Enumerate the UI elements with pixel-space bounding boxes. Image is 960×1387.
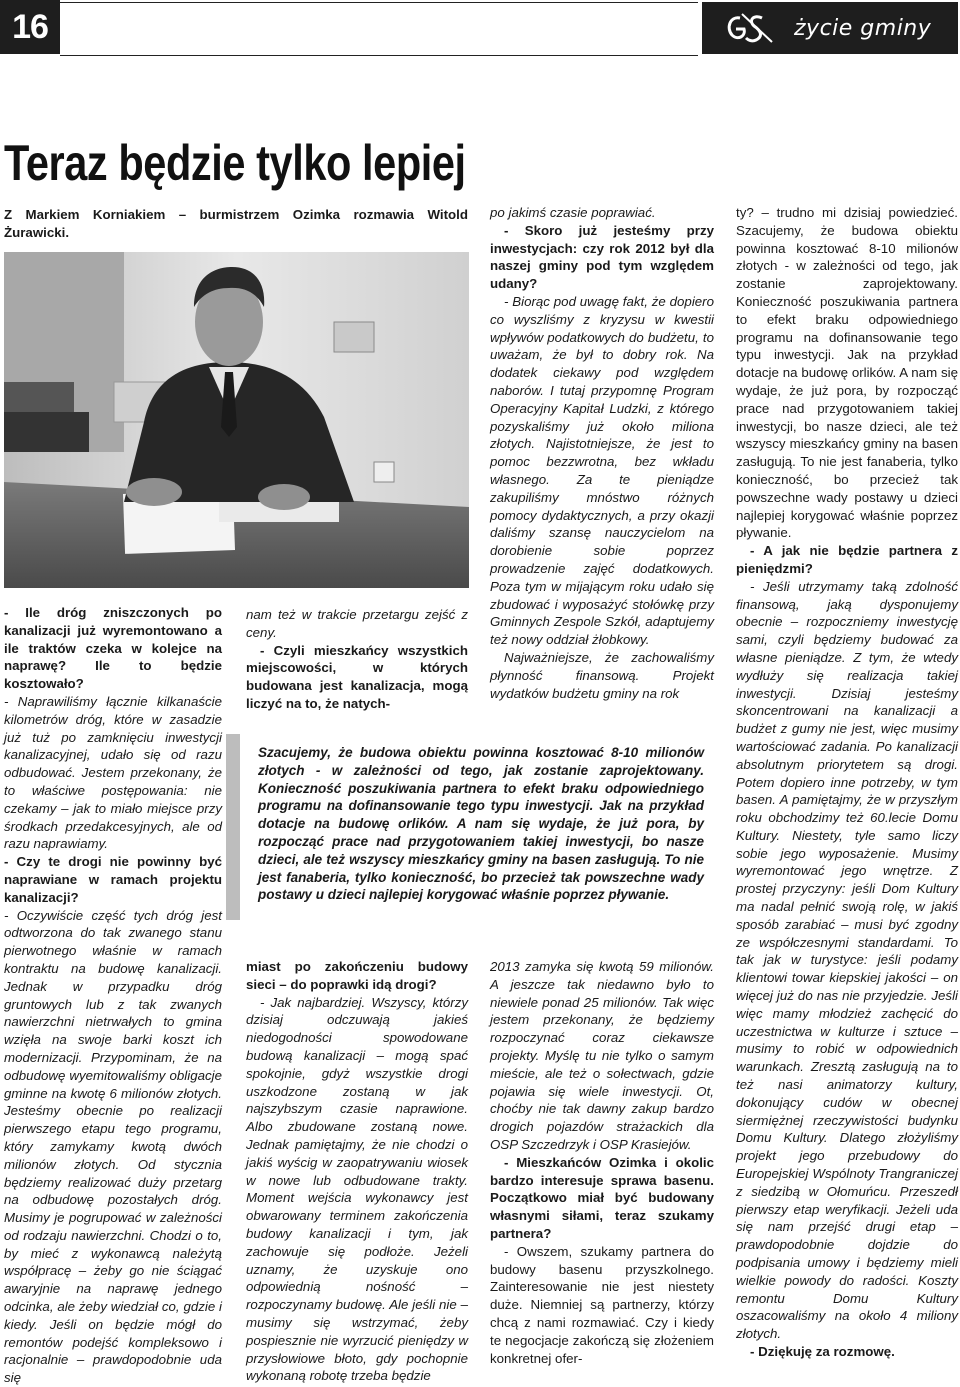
answer-continuation-2: po jakimś czasie poprawiać. — [490, 205, 656, 220]
answer-6: - Jeśli utrzymamy taką zdolność finansową, jaką dysponujemy obecnie – rozpoczniemy inwestycję sami, czyli będziemy budować za własne pieniądze. Z tym, że wtedy wydłuży się realizacja takiej inwestycji. Dzisiaj jesteśmy skoncentrowani na kanalizacji a budżet z gumy nie jest, więc musimy wartościować zadania. Po kanalizacji absolutnym priorytetem są drogi. Potem dopiero inne potrzeby, w tym basen. A pamiętajmy, że w przyszłym roku obchodzimy też 60.lecie Domu Kultury. Niestety, tyle samo liczy sobie jego wyposażenie. Musimy wyremontować jego wnętrze. Z prostej przyczyny: jeśli Dom Kultury ma nadal pełnić swoją rolę, w jakiś sposób zarabiać – musi być zgodny ze współczesnymi standardami. To tak jak w turystyce: jeśli podamy klientowi towar kiepskiej jakości – on więcej już do nas nie przyjedzie. Jeśli więc mamy młodzież zachęcić do uczestnictwa w kulturze i sztuce – musimy to robić w odpowiednich warunkach. Zresztą zasługują na to też nasi animatorzy kultury, dokonujący cudów w obecnej siermiężnej rzeczywistości budynku Domu Kultury. Dlatego złożyliśmy projekt jego przebudowy do Europejskiej Wspólnoty Trangraniczej z siedzibą w Ołomuńcu. Przeszedł pierwszy etap weryfikacji. Jeżeli uda się nam przejść drugi etap – prawdopodobnie dojdzie do podpisania umowy i będziemy mieli wielkie powody do radości. Koszty remontu Domu Kultury oszacowaliśmy na około 4 miliony złotych. — [736, 578, 958, 1342]
question-3: - Czyli mieszkańcy wszystkich miejscowości, w których budowana jest kanalizacja, mogą liczyć na to, że natych- — [246, 642, 468, 711]
column-1 — [4, 604, 222, 1387]
closing-thanks: - Dziękuję za rozmowę. — [750, 1344, 895, 1359]
column-3-bottom — [490, 958, 714, 1367]
column-2-top — [246, 606, 468, 713]
answer-1: - Naprawiliśmy łącznie kilkanaście kilometrów dróg, które w zasadzie już tuż po zamknięciu inwestycji kanalizacyjnej, udało się od razu odbudować. Jestem przekonany, że to właściwe postępowania: nie czekamy – jak to miało miejsce przy środkach przedakcesyjnych, ale od razu naprawiamy. — [4, 693, 222, 852]
gs-monogram-logo — [722, 8, 780, 48]
column-4 — [736, 204, 958, 1361]
question-5: - Mieszkańców Ozimka i okolic bardzo interesuje sprawa basenu. Początkowo miał być budowany własnymi siłami, teraz szukamy partnera? — [490, 1154, 714, 1241]
interview-photo — [4, 252, 469, 588]
column-3-top — [490, 204, 714, 702]
pullquote-bar — [226, 734, 240, 920]
answer-4-more: Najważniejsze, że zachowaliśmy płynność finansową. Projekt wydatków budżetu gminy na rok — [490, 649, 714, 701]
answer-2: - Oczywiście część tych dróg jest odtworzona do tak zwanego stanu pierwotnego właśnie w ramach kontraktu na budowę kanalizacji. Jednak w przypadku dróg gruntowych lub z tak zwanych nawierzchni nietrwałych to gmina wzięła na swoje barki koszt ich modernizacji. Przypominam, że na odbudowę wyemitowaliśmy obligacje gminne na kwotę 6 milionów złotych. Jesteśmy obecnie po realizacji pierwszego etapu tego programu, który zamykamy kwotą dwóch milionów złotych. Od stycznia będziemy realizować duży przetarg na odbudowę pozostałych dróg. Musimy je pogrupować w zależności od rodzaju nawierzchni. Chodzi o to, by mieć z wykonawcą należytą współpracę – żeby go nie ściągać awaryjnie na naprawę jednego odcinka, ale żeby wiedział co, gdzie i kiedy. Jeśli on będzie mógł do remontów podejść kompleksowo i racjonalnie – prawdopodobnie uda się — [4, 907, 222, 1386]
answer-5: - Owszem, szukamy partnera do budowy basenu przyszkolnego. Zainteresowanie nie jest niestety duże. Niemniej są partnerzy, którzy chcą z nami rozmawiać. Czy i kiedy te negocjacje zakończą się złożeniem konkretnej ofer- — [490, 1243, 714, 1366]
lead-text: Z Markiem Korniakiem – burmistrzem Ozimka rozmawia Witold Żurawicki. — [4, 207, 468, 240]
article-title: Teraz będzie tylko lepiej — [4, 135, 466, 191]
question-6: - A jak nie będzie partnera z pieniędzmi? — [736, 543, 958, 576]
question-1: - Ile dróg zniszczonych po kanalizacji już wyremontowano a ile traktów czeka w kolejce na naprawę? Ile to będzie kosztowało? — [4, 605, 222, 692]
answer-4: - Biorąc pod uwagę fakt, że dopiero co wyszliśmy z kryzysu w kwestii wpływów podatkowych do budżetu, to uważam, że był to dobry rok. Na dodatek ciekawy pod względem naborów. I tutaj przypomnę Program Operacyjny Kapitał Ludzki, z którego pozyskaliśmy już około miliona złotych. Najistotniejsze, że jest to pomoc bezzwrotna, bez wkładu własnego. Za te pieniądze zakupiliśmy mnóstwo różnych pomocy dydaktycznych, a przy okazji daliśmy szansę nauczycielom na dorobienie sobie poprzez prowadzenie zajęć dodatkowych. Poza tym w mijającym roku udało się zbudować i wyposażyć stołówkę przy Gminnych Zespole Szkół, adaptujemy też nowy oddział żłobkowy. — [490, 293, 714, 648]
page-number: 16 — [0, 0, 60, 54]
question-2: - Czy te drogi nie powinny być naprawiane w ramach projektu kanalizacji? — [4, 854, 222, 905]
section-header — [702, 2, 958, 54]
pullquote: Szacujemy, że budowa obiektu powinna kosztować 8-10 milionów złotych - w zależności od tego, jak zostanie zaprojektowany. Konieczność poszukiwania partnera to efekt braku odpowiedniego programu na dofinansowanie tego typu inwestycji. Jak na przykład dotacje na budowę orlików. A nam się wydaje, że już pora, by rozpocząć prace nad przygotowaniem takiej inwestycji, bo nasze dzieci, ale też wszyscy mieszkańcy gminy na basen zasługują. To nie jest fanaberia, tylko konieczność, bo przecież tak powszechne wady postawy u dzieci najlepiej korygować właśnie poprzez pływanie. — [258, 745, 704, 903]
column-2-bottom — [246, 958, 468, 1385]
answer-4-continuation: 2013 zamyka się kwotą 59 milionów. A jeszcze tak niedawno było to niewiele ponad 25 milionów. Tak więc jestem przekonany, że będziemy rozpoczynać coraz ciekawsze projekty. Myślę tu nie tylko o samym mieście, ale też o sołectwach, gdzie pojawia się wiele inwestycji. Ot, choćby nie tak dawny zakup bardzo drogich pojazdów strażackich dla OSP Szczedrzyk i OSP Krasiejów. — [490, 959, 714, 1152]
article-lead — [4, 206, 468, 242]
answer-continuation: nam też w trakcie przetargu zejść z ceny. — [246, 607, 468, 640]
header-rule — [60, 2, 698, 56]
section-title: życie gminy — [794, 15, 932, 41]
answer-5-continuation: ty? – trudno mi dzisiaj powiedzieć. Szacujemy, że budowa obiektu powinna kosztować 8-10 milionów złotych - w zależności od tego, jak zostanie zaprojektowany. Konieczność poszukiwania partnera to efekt braku odpowiedniego programu na dofinansowanie tego typu inwestycji. Jak na przykład dotacje na budowę orlików. A nam się wydaje, że już pora, by rozpocząć prace nad przygotowaniem takiej inwestycji, bo nasze dzieci, ale też wszyscy mieszkańcy gminy na basen zasługują. To nie jest fanaberia, tylko konieczność, bo przecież tak powszechne wady postawy u dzieci najlepiej korygować właśnie poprzez pływanie. — [736, 205, 958, 541]
question-3-continuation: miast po zakończeniu budowy sieci – do poprawki idą drogi? — [246, 959, 468, 992]
question-4: - Skoro już jesteśmy przy inwestycjach: czy rok 2012 był dla naszej gminy pod tym względem udany? — [490, 222, 714, 292]
answer-3: - Jak najbardziej. Wszyscy, którzy dzisiaj odczuwają jakieś niedogodności spowodowane budową kanalizacji – mogą spać spokojnie, gdyż wszystkie drogi uszkodzone zostaną w jak najszybszym czasie naprawione. Albo zbudowane zostaną nowe. Jednak pamiętajmy, że nie chodzi o jakiś wyścig w zaopatrywaniu wiosek w nowe lub odbudowane trakty. Moment wejścia wykonawcy jest obwarowany terminem zakończenia budowy kanalizacji i tym, jak zachowuje się podłoże. Jeżeli uznamy, że uzyskuje ono odpowiednią nośność – rozpoczynamy budowę. Ale jeśli nie – musimy się wstrzymać, żeby pospiesznie nie wyrzucić pieniędzy w przysłowiowe błoto, gdy pochopnie wykonaną robotę trzeba będzie — [246, 994, 468, 1384]
photo-illustration — [4, 252, 469, 588]
